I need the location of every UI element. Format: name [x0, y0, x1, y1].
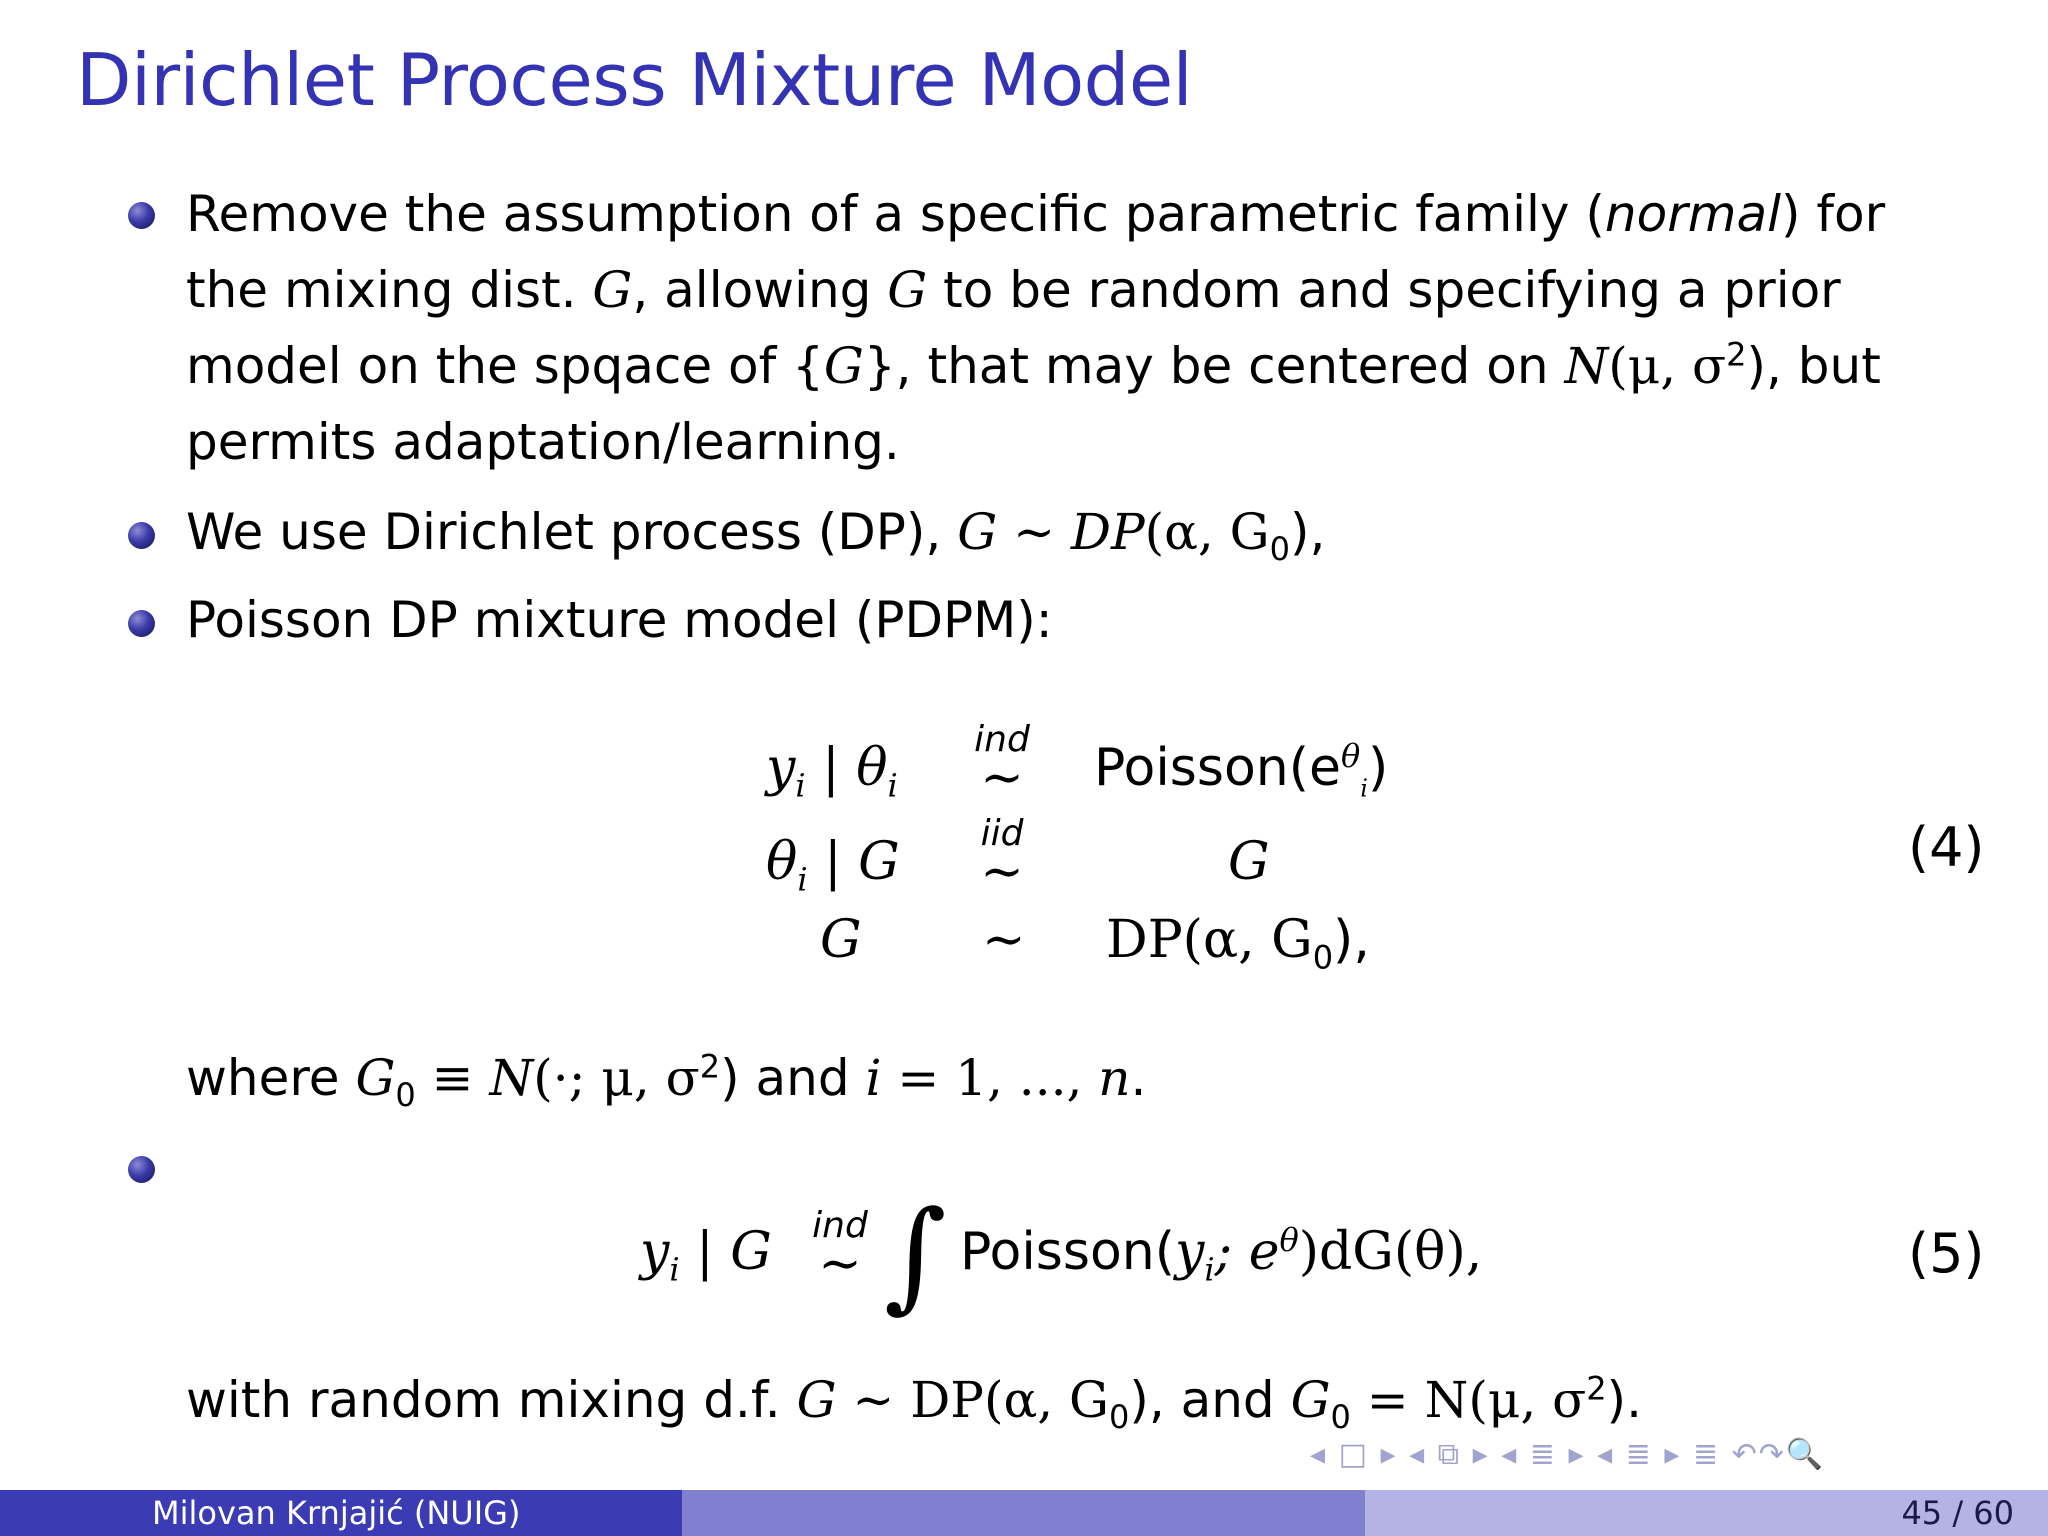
math-sub: 0: [395, 1076, 416, 1114]
math-sub: i: [797, 860, 808, 899]
sim-symbol: ∼: [818, 1234, 862, 1294]
emphasis-normal: normal: [1604, 185, 1781, 243]
text-span: ).: [1606, 1371, 1643, 1429]
math-args: (μ, σ: [1608, 337, 1727, 395]
math-range: = 1, ...,: [881, 1049, 1099, 1107]
text-span: ),: [1289, 503, 1326, 561]
eq5-rhs: [960, 1220, 1483, 1289]
math-sub: i: [1204, 1250, 1215, 1289]
bullet-2-text: [186, 494, 1325, 570]
math-sub: 0: [1269, 530, 1290, 568]
math-dG: )dG(θ),: [1298, 1222, 1483, 1282]
math-sup: 2: [1726, 335, 1747, 374]
math-y: y: [1175, 1222, 1205, 1282]
bullet-1-line-3: [186, 328, 1881, 404]
text-span: , allowing: [632, 261, 888, 319]
bullet-1-line-2: [186, 252, 1841, 328]
equation-5-number: (5): [1908, 1222, 1985, 1285]
eq4-row3-relation: ∼: [982, 910, 1026, 970]
slide-title: Dirichlet Process Mixture Model: [76, 38, 1193, 122]
dp-text: DP(α, G: [1106, 910, 1313, 970]
iid-label: iid: [980, 813, 1024, 854]
math-sup: θ: [1341, 736, 1361, 775]
math-sub: i: [1360, 774, 1368, 803]
text-span: Remove the assumption of a specific parametric family (: [186, 185, 1605, 243]
footer-page-segment: [1365, 1490, 2048, 1536]
page-number: 45 / 60: [1901, 1494, 2014, 1532]
with-line: [186, 1362, 1642, 1438]
footer-author: Milovan Krnjajić (NUIG): [152, 1494, 521, 1532]
math-G: G: [1290, 1371, 1331, 1429]
bullet-1-icon: [128, 202, 155, 229]
math-normal: = N(μ, σ: [1350, 1371, 1587, 1429]
sim-symbol: ∼: [980, 842, 1024, 902]
eq5-lhs: [640, 1222, 772, 1289]
footer-title-segment: [682, 1490, 1365, 1536]
poisson-text: Poisson(: [960, 1222, 1176, 1282]
math-n: n: [1098, 1049, 1131, 1107]
math-G: G: [796, 1371, 837, 1429]
math-sub: 0: [1108, 1398, 1130, 1436]
text-span: ) for: [1781, 185, 1886, 243]
math-G: G: [957, 503, 998, 561]
math-sup: 2: [699, 1047, 721, 1086]
math-e: ; e: [1214, 1222, 1280, 1282]
math-args: (α, G: [1144, 503, 1270, 561]
eq4-row2-relation: [962, 813, 1042, 902]
text-span: ), and: [1129, 1371, 1291, 1429]
beamer-navigation[interactable]: ◂ □ ▸ ◂ ⧉ ▸ ◂ ≣ ▸ ◂ ≣ ▸ ≣ ↶↷🔍: [1310, 1437, 1826, 1472]
bullet-3-text: Poisson DP mixture model (PDPM):: [186, 591, 1053, 649]
math-G: G: [592, 261, 633, 319]
sim-symbol: ∼: [980, 748, 1024, 808]
math-sub: 0: [1312, 938, 1334, 977]
math-sub: i: [669, 1250, 680, 1289]
bullet-4-icon: [128, 1156, 155, 1183]
text-span: .: [1130, 1049, 1147, 1107]
text-span: ),: [1333, 910, 1370, 970]
footer-author-segment: [0, 1490, 682, 1536]
math-G: G: [355, 1049, 396, 1107]
bullet-3-icon: [128, 610, 155, 637]
slide-footer: [0, 1490, 2048, 1536]
text-span: to be random and specifying a prior: [927, 261, 1841, 319]
text-span: the mixing dist.: [186, 261, 593, 319]
bullet-1-line-1: [186, 176, 1885, 252]
eq4-row3-rhs: [1106, 910, 1370, 977]
eq5-relation: [800, 1205, 880, 1294]
text-span: ): [1367, 738, 1389, 798]
math-y: y: [640, 1222, 670, 1282]
text-span: ) and: [720, 1049, 866, 1107]
text-span: model on the spqace of {: [186, 337, 824, 395]
eq4-row2-lhs: [766, 832, 900, 899]
bullet-2-icon: [128, 522, 155, 549]
math-G: | G: [679, 1222, 772, 1282]
eq4-row1-lhs: [766, 738, 898, 805]
eq4-row2-rhs: G: [1228, 832, 1270, 892]
math-DP: DP: [1070, 503, 1145, 561]
eq4-row3-lhs: G: [820, 910, 862, 970]
text-span: }, that may be centered on: [863, 337, 1565, 395]
math-theta: | θ: [805, 738, 888, 798]
math-sup: θ: [1279, 1220, 1299, 1259]
math-y: y: [766, 738, 796, 798]
math-i: i: [865, 1049, 882, 1107]
ind-label: ind: [812, 1205, 868, 1246]
text-span: We use Dirichlet process (DP),: [186, 503, 958, 561]
ind-label: ind: [974, 719, 1030, 760]
text-span: ), but: [1746, 337, 1881, 395]
math-sub: i: [795, 766, 806, 805]
math-N: N: [489, 1049, 534, 1107]
poisson-text: Poisson(e: [1094, 738, 1341, 798]
where-line: [186, 1040, 1146, 1116]
math-equiv: ≡: [415, 1049, 490, 1107]
math-args: (·; μ, σ: [533, 1049, 700, 1107]
bullet-1-line-4: permits adaptation/learning.: [186, 413, 900, 471]
equation-4-number: (4): [1908, 816, 1985, 879]
eq4-row1-relation: [962, 719, 1042, 808]
math-G: G: [823, 337, 864, 395]
math-N: N: [1564, 337, 1609, 395]
math-theta: θ: [766, 832, 798, 892]
math-G: | G: [807, 832, 900, 892]
text-span: where: [186, 1049, 356, 1107]
eq4-row1-rhs: [1094, 736, 1389, 803]
math-sub: i: [887, 766, 898, 805]
text-span: with random mixing d.f.: [186, 1371, 797, 1429]
math-G: G: [887, 261, 928, 319]
integral-icon: ∫: [884, 1186, 947, 1325]
math-sim: ∼: [997, 503, 1071, 561]
math-sub: 0: [1330, 1398, 1351, 1436]
math-dp: ∼ DP(α, G: [836, 1371, 1109, 1429]
math-sup: 2: [1586, 1369, 1607, 1408]
